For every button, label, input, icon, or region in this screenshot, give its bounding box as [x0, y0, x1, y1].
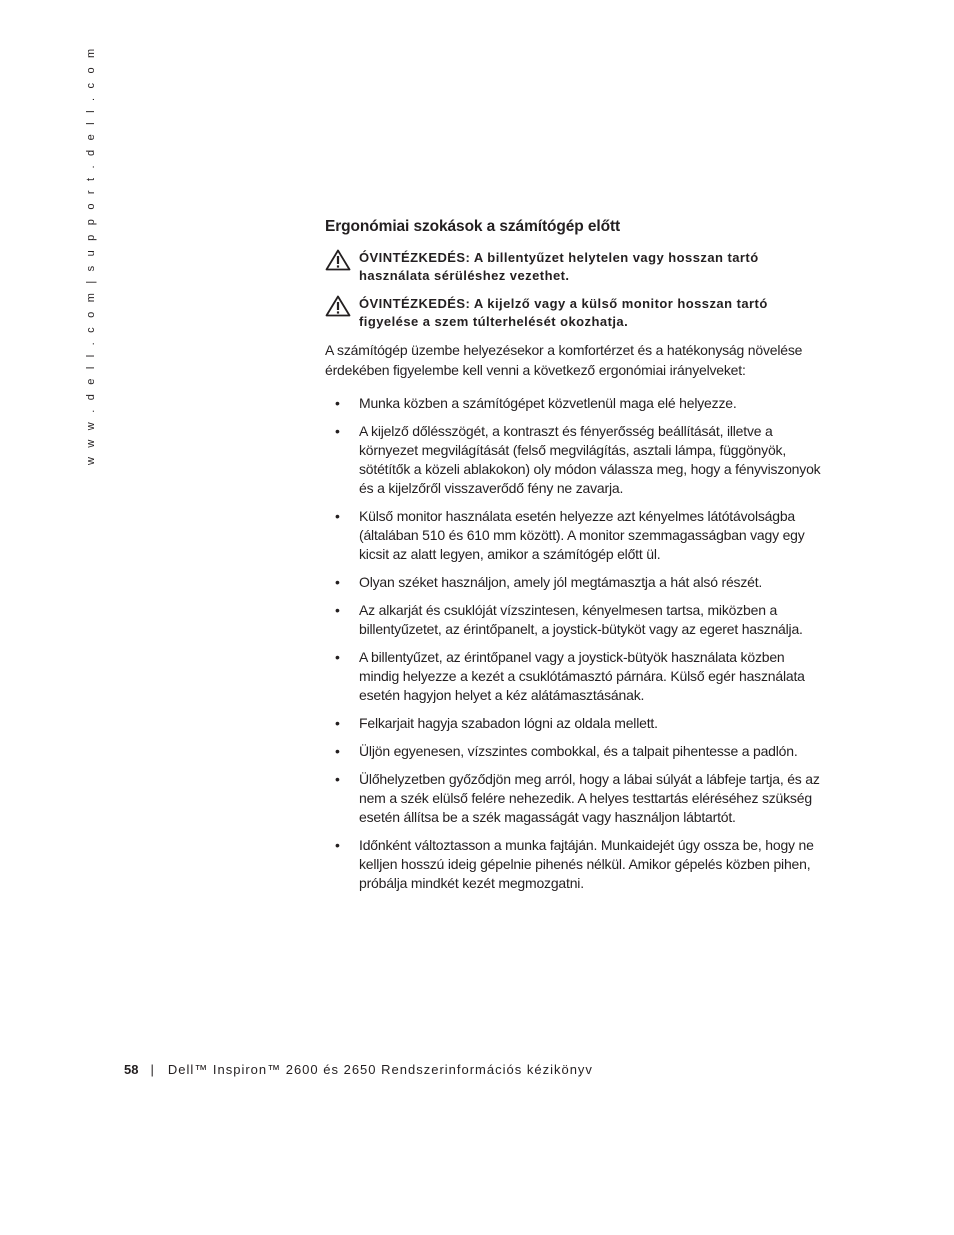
list-item [325, 648, 825, 705]
bullet-icon: • [335, 743, 340, 759]
guideline-list [325, 394, 825, 893]
list-item [325, 742, 825, 761]
bullet-icon: • [335, 574, 340, 590]
caution-text: ÓVINTÉZKEDÉS: A billentyűzet helytelen vagy hosszan tartó használata sérüléshez vezethet. [359, 250, 759, 283]
bullet-icon: • [335, 508, 340, 524]
page-number: 58 [124, 1062, 139, 1077]
list-item [325, 573, 825, 592]
caution-notice [325, 249, 825, 285]
warning-triangle-icon [325, 249, 351, 271]
bullet-icon: • [335, 771, 340, 787]
intro-paragraph: A számítógép üzembe helyezésekor a komfortérzet és a hatékonyság növelése érdekében figyelembe kell venni a következő ergonómiai irányelveket: [325, 342, 803, 378]
footer-title: Dell™ Inspiron™ 2600 és 2650 Rendszerinformációs kézikönyv [167, 1062, 593, 1077]
list-item-text: A billentyűzet, az érintőpanel vagy a joystick-bütyök használata közben mindig helyezze a kezét a csuklótámasztó párnára. Külső egér használata esetén hagyjon helyet a kéz alátámasztásának. [359, 649, 805, 703]
page-footer [124, 1062, 593, 1077]
bullet-icon: • [335, 602, 340, 618]
list-item-text: Az alkarját és csuklóját vízszintesen, kényelmesen tartsa, miközben a billentyűzetet, az érintőpanelt, a joystick-bütyköt vagy az egeret használja. [359, 602, 803, 637]
list-item-text: Időnként változtasson a munka fajtáján. Munkaidejét úgy ossza be, hogy ne kelljen hosszú ideig gépelnie pihenés nélkül. Amikor gépelés közben pihen, próbálja mindkét kezét megmozgatni. [359, 837, 814, 891]
list-item-text: Üljön egyenesen, vízszintes combokkal, és a talpait pihentesse a padlón. [359, 743, 798, 759]
footer-separator: | [150, 1062, 154, 1077]
list-item-text: Munka közben a számítógépet közvetlenül maga elé helyezze. [359, 395, 737, 411]
list-item-text: A kijelző dőlésszögét, a kontraszt és fényerősség beállítását, illetve a környezet megvilágítását (felső megvilágítás, asztali lámpa, függönyök, sötétítők a közeli ablakokon) oly módon válassza meg, hogy a fényviszonyok és a kijelzőről visszaverődő fény ne zavarja. [359, 423, 821, 496]
list-item-text: Felkarjait hagyja szabadon lógni az oldala mellett. [359, 715, 658, 731]
caution-text: ÓVINTÉZKEDÉS: A kijelző vagy a külső monitor hosszan tartó figyelése a szem túlterhelését okozhatja. [359, 296, 768, 329]
warning-triangle-icon [325, 295, 351, 317]
caution-notice [325, 295, 825, 331]
list-item [325, 394, 825, 413]
list-item [325, 422, 825, 498]
list-item [325, 601, 825, 639]
list-item-text: Külső monitor használata esetén helyezze azt kényelmes látótávolságba (általában 510 és 610 mm között). A monitor szemmagasságban vagy egy kicsit az alatt legyen, amikor a számítógép előtt ül. [359, 508, 805, 562]
list-item-text: Olyan széket használjon, amely jól megtámasztja a hát alsó részét. [359, 574, 763, 590]
bullet-icon: • [335, 837, 340, 853]
list-item [325, 770, 825, 827]
main-content [325, 218, 825, 902]
list-item [325, 714, 825, 733]
bullet-icon: • [335, 715, 340, 731]
bullet-icon: • [335, 395, 340, 411]
side-website-text: w w w . d e l l . c o m | s u p p o r t . d e l l . c o m [85, 45, 97, 465]
list-item-text: Ülőhelyzetben győződjön meg arról, hogy a lábai súlyát a lábfeje tartja, és az nem a szék elülső felére nehezedik. A helyes testtartás eléréséhez szükség esetén állítsa be a szék magasságát vagy használjon lábtartót. [359, 771, 820, 825]
bullet-icon: • [335, 423, 340, 439]
list-item [325, 836, 825, 893]
list-item [325, 507, 825, 564]
bullet-icon: • [335, 649, 340, 665]
section-heading: Ergonómiai szokások a számítógép előtt [325, 218, 621, 235]
